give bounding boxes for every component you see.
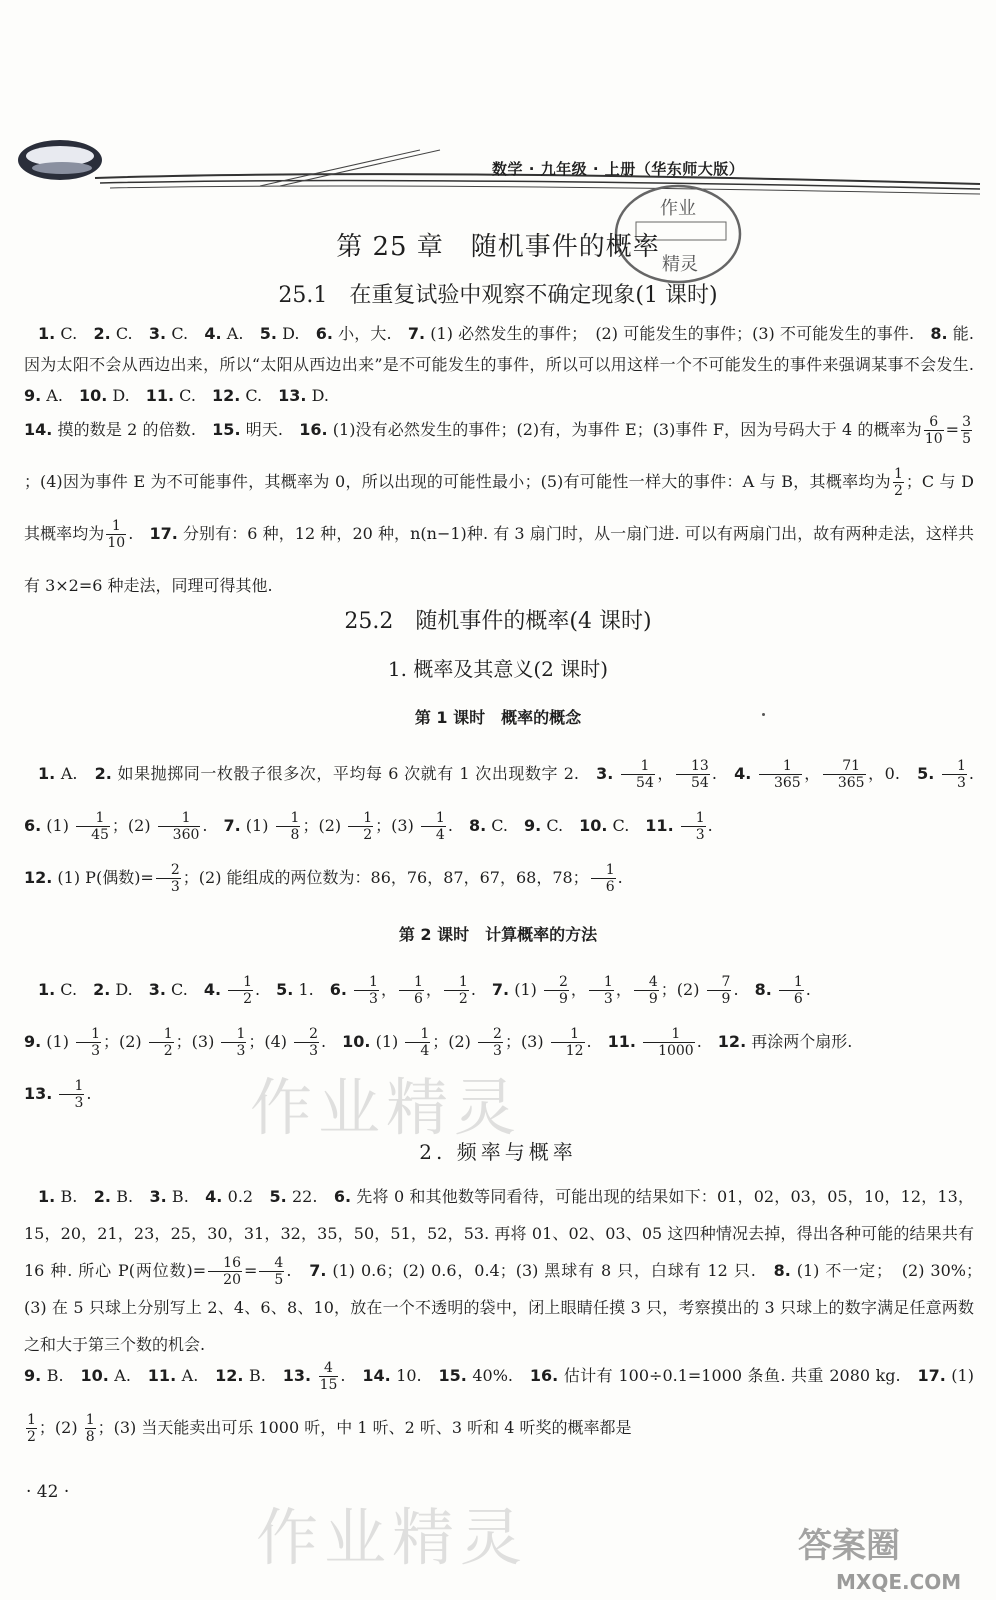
lesson-title-2: 第 2 课时 计算概率的方法 [398, 925, 598, 944]
answers-lesson-1: 1. A. 2. 如果抛掷同一枚骰子很多次，平均每 6 次就有 1 次出现数字 2. 3. $\frac{1}{54}$ ， $\frac{13}{54}$ . 4. $\frac{1}{365}$ ， $\frac{71}{365}$ ，0. 5. $\frac{1}{3}$ . 6. (1) $\frac{1}{45}$ ；(2) $\frac{1}{360}$ . 7. (1) $\frac{1}{8}$ ；(2) $\frac{1}{2}$ ；(3) $\frac{1}{4}$ . 8. C. 9. C. 10. C. 11. $\frac{1}{3}$ . 12. (1) P(偶数)= $\frac{2}{3}$ ；(2) 能组成的两位数为：86，76，87，67，68，78； $\frac{1}{6}$ . [24, 758, 990, 895]
answers-frequency-cont: 9. B. 10. A. 11. A. 12. B. 13. $\frac{4}{15}$ . 14. 10. 15. 40%. 16. 估计有 100÷0.1=1000 条鱼. 共重 2080 kg. 17. (1) $\frac{1}{2}$ ；(2) $\frac{1}{8}$ ；(3) 当天能卖出可乐 1000 听，中 1 听、2 听、3 听和 4 听奖的概率都是 [24, 1360, 974, 1445]
fraction: $\frac{1}{6}$ [779, 974, 804, 1007]
fraction: $\frac{7}{9}$ [707, 974, 732, 1007]
fraction: $\frac{1}{2}$ [27, 1412, 36, 1445]
watermark-url: MXQE.COM [836, 1570, 962, 1594]
fraction: $\frac{1}{54}$ [621, 758, 655, 791]
watermark-mid: 作业精灵 [250, 1071, 523, 1144]
fraction: $\frac{1}{3}$ [76, 1026, 101, 1059]
fraction: $\frac{1}{2}$ [228, 974, 253, 1007]
fraction: $\frac{1}{4}$ [405, 1026, 430, 1059]
fraction: $\frac{1}{2}$ [149, 1026, 174, 1059]
chapter-title: 第 25 章 随机事件的概率 [336, 232, 660, 262]
answers-25-1-cont: 14. 摸的数是 2 的倍数. 15. 明天. 16. (1)没有必然发生的事件；(2)有，为事件 E；(3)事件 F，因为号码大于 4 的概率为 $\frac{6}{10}$ = $\frac{3}{5}$ ；(4)因为事件 E 为不可能事件，其概率为 0，所以出现的可能性最小；(5)有可能性一样大的事件：A 与 B，其概率均为 $\frac{1}{2}$ ；C 与 D 其概率均为 $\frac{1}{10}$ . 17. 分别有：6 种，12 种，20 种，n(n−1)种. 有 3 扇门时，从一扇门进. 可以有两扇门出，故有两种走法，这样共有 3×2=6 种走法，同理可得其他. [24, 414, 975, 595]
fraction: $\frac{2}{3}$ [156, 862, 181, 895]
fraction: $\frac{1}{2}$ [893, 466, 903, 499]
section-title-25-1: 25.1 在重复试验中观察不确定现象(1 课时) [278, 283, 718, 308]
page-number: · 42 · [26, 1482, 70, 1502]
book-title: 数学 · 九年级 · 上册（华东师大版） [492, 160, 745, 178]
fraction: $\frac{1}{2}$ [444, 974, 469, 1007]
fraction: $\frac{1}{3}$ [589, 974, 614, 1007]
fraction: $\frac{2}{3}$ [294, 1026, 319, 1059]
page-header [0, 0, 996, 200]
fraction: $\frac{1}{365}$ [759, 758, 802, 791]
section-title-25-2: 25.2 随机事件的概率(4 课时) [344, 609, 652, 634]
fraction: $\frac{1}{360}$ [158, 810, 201, 843]
fraction: $\frac{1}{1000}$ [643, 1026, 695, 1059]
fraction: $\frac{16}{20}$ [208, 1255, 242, 1288]
fraction: $\frac{1}{3}$ [942, 758, 967, 791]
answers-frequency: 1. B. 2. B. 3. B. 4. 0.2 5. 22. 6. 先将 0 和其他数等同看待，可能出现的结果如下：01，02，03，05，10，12，13，15，20，21，23，25，30，31，32，35，50，51，52，53. 再将 01、02、03、05 这四种情况去掉，得出各种可能的结果共有 16 种. 所心 P(两位数)= $\frac{16}{20}$ = $\frac{4}{5}$ . 7. (1) 0.6；(2) 0.6，0.4；(3) 黑球有 8 只，白球有 12 只. 8. (1) 不一定； (2) 30%； (3) 在 5 只球上分别写上 2、4、6、8、10，放在一个不透明的袋中，闭上眼睛任摸 3 只，考察摸出的 3 只球上的数字满足任意两数之和大于第三个数的机会. [24, 1187, 990, 1354]
fraction: $\frac{71}{365}$ [823, 758, 866, 791]
fraction: $\frac{4}{15}$ [319, 1360, 338, 1393]
subsection-title-2: 2. 频率与概率 [419, 1140, 577, 1164]
fraction: $\frac{4}{5}$ [259, 1255, 284, 1288]
fraction: $\frac{1}{3}$ [59, 1078, 84, 1111]
stamp-line2: 精灵 [662, 254, 698, 275]
fraction: $\frac{1}{4}$ [421, 810, 446, 843]
watermark-bottom: 作业精灵 [256, 1501, 529, 1574]
fraction: $\frac{1}{6}$ [591, 862, 616, 895]
fraction: $\frac{1}{8}$ [276, 810, 301, 843]
dot [762, 713, 765, 716]
fraction: $\frac{1}{3}$ [354, 974, 379, 1007]
answers-25-1: 1. C. 2. C. 3. C. 4. A. 5. D. 6. 小，大. 7. (1) 必然发生的事件； (2) 可能发生的事件；(3) 不可能发生的事件. 8. 能. 因为太阳不会从西边出来，所以“太阳从西边出来”是不可能发生的事件，所以可以用这样一个不可能发生的事件来强调某事不会发生. 9. A. 10. D. 11. C. 12. C. 13. D. [24, 324, 990, 405]
watermark-logo: 答案圈 [798, 1526, 900, 1566]
fraction: $\frac{6}{10}$ [924, 414, 943, 447]
fraction: $\frac{1}{6}$ [399, 974, 424, 1007]
fraction: $\frac{13}{54}$ [676, 758, 710, 791]
fraction: $\frac{1}{3}$ [681, 810, 706, 843]
fraction: $\frac{1}{2}$ [348, 810, 373, 843]
fraction: $\frac{1}{10}$ [107, 518, 126, 551]
subsection-title-1: 1. 概率及其意义(2 课时) [387, 657, 609, 681]
stamp-line1: 作业 [660, 198, 696, 219]
fraction: $\frac{2}{3}$ [478, 1026, 503, 1059]
fraction: $\frac{1}{8}$ [85, 1412, 95, 1445]
fraction: $\frac{4}{9}$ [634, 974, 659, 1007]
fraction: $\frac{2}{9}$ [544, 974, 569, 1007]
fraction: $\frac{1}{45}$ [76, 810, 110, 843]
fraction: $\frac{1}{12}$ [551, 1026, 585, 1059]
lesson-title-1: 第 1 课时 概率的概念 [414, 708, 582, 727]
answers-lesson-2: 1. C. 2. D. 3. C. 4. $\frac{1}{2}$ . 5. 1. 6. $\frac{1}{3}$ ， $\frac{1}{6}$ ， $\frac{1}{2}$ . 7. (1) $\frac{2}{9}$ ， $\frac{1}{3}$ ， $\frac{4}{9}$ ；(2) $\frac{7}{9}$ . 8. $\frac{1}{6}$ . 9. (1) $\frac{1}{3}$ ；(2) $\frac{1}{2}$ ；(3) $\frac{1}{3}$ ；(4) $\frac{2}{3}$ . 10. (1) $\frac{1}{4}$ ；(2) $\frac{2}{3}$ ；(3) $\frac{1}{12}$ . 11. $\frac{1}{1000}$ . 12. 再涂两个扇形. 13. $\frac{1}{3}$ . [24, 974, 853, 1111]
fraction: $\frac{1}{3}$ [221, 1026, 246, 1059]
fraction: $\frac{3}{5}$ [962, 414, 971, 447]
